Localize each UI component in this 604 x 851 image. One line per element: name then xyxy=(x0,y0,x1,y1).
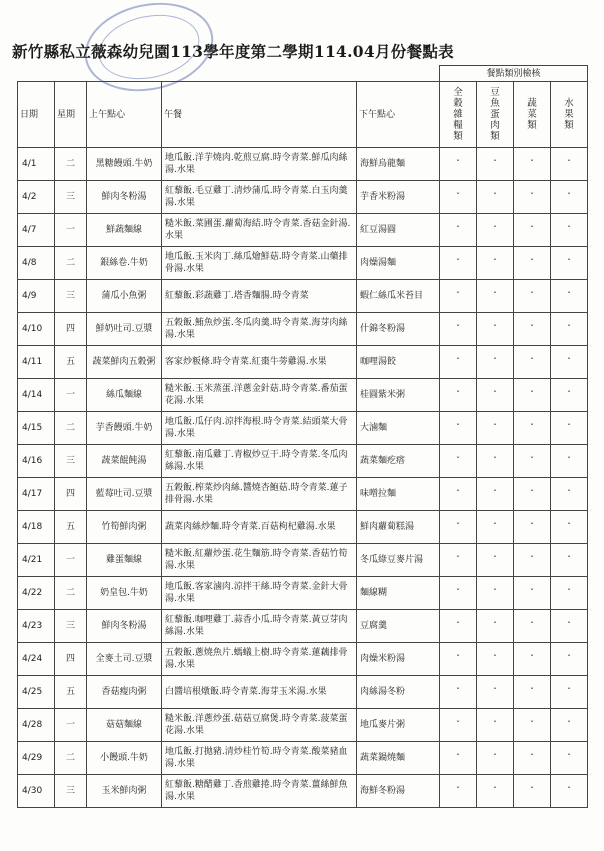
grain-check-cell: ˇ xyxy=(440,709,477,742)
protein-check-cell: ˇ xyxy=(477,676,514,709)
weekday-cell: 三 xyxy=(55,445,87,478)
grain-check-cell: ˇ xyxy=(440,148,477,181)
grain-check-cell: ˇ xyxy=(440,412,477,445)
date-cell: 4/23 xyxy=(18,610,55,643)
grain-check-cell: ˇ xyxy=(440,544,477,577)
table-row xyxy=(18,742,588,775)
table-row xyxy=(18,280,588,313)
lunch-cell: 五穀飯.榨菜炒肉絲.醬燒杏鮑菇.時令青菜.蓮子排骨湯.水果 xyxy=(162,478,357,511)
grain-check-cell: ˇ xyxy=(440,511,477,544)
fruit-check-cell: ˇ xyxy=(551,775,588,808)
fruit-header: 水果類 xyxy=(564,97,574,131)
vegetable-check-cell: ˇ xyxy=(514,148,551,181)
afternoon-snack-cell: 桂圓紫米粥 xyxy=(357,379,440,412)
lunch-cell: 糙米飯.洋蔥炒蛋.菇菇豆腐煲.時令青菜.菠菜蛋花湯.水果 xyxy=(162,709,357,742)
morning-snack-cell: 全麥土司.豆漿 xyxy=(87,643,162,676)
weekday-cell: 二 xyxy=(55,247,87,280)
protein-check-cell: ˇ xyxy=(477,511,514,544)
table-row xyxy=(18,676,588,709)
table-row xyxy=(18,379,588,412)
table-row xyxy=(18,313,588,346)
afternoon-snack-cell: 鮮肉蘿蔔糕湯 xyxy=(357,511,440,544)
fruit-check-cell: ˇ xyxy=(551,511,588,544)
date-cell: 4/22 xyxy=(18,577,55,610)
afternoon-snack-cell: 蔬菜鍋燒麵 xyxy=(357,742,440,775)
afternoon-snack-cell: 蝦仁絲瓜米苔目 xyxy=(357,280,440,313)
table-row xyxy=(18,511,588,544)
lunch-cell: 地瓜飯.玉米肉丁.絲瓜燴鮮菇.時令青菜.山藥排骨湯.水果 xyxy=(162,247,357,280)
fruit-check-cell: ˇ xyxy=(551,709,588,742)
grain-check-cell: ˇ xyxy=(440,181,477,214)
lunch-cell: 地瓜飯.客家滷肉.涼拌干絲.時令青菜.金針大骨湯.水果 xyxy=(162,577,357,610)
weekday-cell: 二 xyxy=(55,577,87,610)
afternoon-snack-cell: 地瓜麥片粥 xyxy=(357,709,440,742)
weekday-cell: 二 xyxy=(55,412,87,445)
fruit-check-cell: ˇ xyxy=(551,544,588,577)
vegetable-check-cell: ˇ xyxy=(514,709,551,742)
date-cell: 4/25 xyxy=(18,676,55,709)
grain-check-cell: ˇ xyxy=(440,742,477,775)
date-cell: 4/29 xyxy=(18,742,55,775)
lunch-cell: 紅藜飯.咖哩雞丁.蒜香小瓜.時令青菜.黃豆芽肉絲湯.水果 xyxy=(162,610,357,643)
lunch-cell: 紅藜飯.糖醋雞丁.香煎雞捲.時令青菜.薑絲鮮魚湯.水果 xyxy=(162,775,357,808)
fruit-check-cell: ˇ xyxy=(551,577,588,610)
table-row xyxy=(18,478,588,511)
protein-check-cell: ˇ xyxy=(477,379,514,412)
vegetable-check-cell: ˇ xyxy=(514,181,551,214)
protein-check-cell: ˇ xyxy=(477,148,514,181)
lunch-cell: 五穀飯.鮪魚炒蛋.冬瓜肉羹.時令青菜.海芽肉絲湯.水果 xyxy=(162,313,357,346)
lunch-cell: 地瓜飯.洋芋燒肉.乾煎豆腐.時令青菜.鮮瓜肉絲湯.水果 xyxy=(162,148,357,181)
protein-check-cell: ˇ xyxy=(477,577,514,610)
morning-snack-cell: 香菇瘦肉粥 xyxy=(87,676,162,709)
date-cell: 4/1 xyxy=(18,148,55,181)
afternoon-snack-cell: 冬瓜綠豆麥片湯 xyxy=(357,544,440,577)
lunch-cell: 紅藜飯.南瓜雞丁.青椒炒豆干.時令青菜.冬瓜肉絲湯.水果 xyxy=(162,445,357,478)
vegetable-check-cell: ˇ xyxy=(514,775,551,808)
lunch-cell: 地瓜飯.瓜仔肉.涼拌海根.時令青菜.結頭菜大骨湯.水果 xyxy=(162,412,357,445)
date-cell: 4/2 xyxy=(18,181,55,214)
vegetable-header: 蔬菜類 xyxy=(527,97,537,131)
vegetable-check-cell: ˇ xyxy=(514,313,551,346)
weekday-cell: 四 xyxy=(55,313,87,346)
protein-check-cell: ˇ xyxy=(477,445,514,478)
vegetable-check-cell: ˇ xyxy=(514,214,551,247)
grain-check-cell: ˇ xyxy=(440,313,477,346)
date-cell: 4/14 xyxy=(18,379,55,412)
vegetable-check-cell: ˇ xyxy=(514,247,551,280)
table-row xyxy=(18,445,588,478)
morning-snack-cell: 黑糖饅頭.牛奶 xyxy=(87,148,162,181)
meal-table xyxy=(17,65,588,808)
morning-snack-header: 上午點心 xyxy=(87,82,162,148)
vegetable-check-cell: ˇ xyxy=(514,742,551,775)
lunch-cell: 地瓜飯.打拋豬.清炒桂竹筍.時令青菜.酸菜豬血湯.水果 xyxy=(162,742,357,775)
weekday-cell: 二 xyxy=(55,148,87,181)
fruit-check-cell: ˇ xyxy=(551,379,588,412)
lunch-cell: 客家炒粄條.時令青菜.紅棗牛蒡雞湯.水果 xyxy=(162,346,357,379)
afternoon-snack-cell: 麵線糊 xyxy=(357,577,440,610)
morning-snack-cell: 雞蛋麵線 xyxy=(87,544,162,577)
vegetable-check-cell: ˇ xyxy=(514,346,551,379)
afternoon-snack-cell: 蔬菜麵疙瘩 xyxy=(357,445,440,478)
morning-snack-cell: 絲瓜麵線 xyxy=(87,379,162,412)
grain-header: 全穀雜糧類 xyxy=(453,86,463,142)
vegetable-check-cell: ˇ xyxy=(514,577,551,610)
protein-check-cell: ˇ xyxy=(477,247,514,280)
table-row xyxy=(18,148,588,181)
lunch-header: 午餐 xyxy=(162,82,357,148)
fruit-check-cell: ˇ xyxy=(551,214,588,247)
fruit-check-cell: ˇ xyxy=(551,346,588,379)
table-row xyxy=(18,709,588,742)
protein-check-cell: ˇ xyxy=(477,313,514,346)
vegetable-check-cell: ˇ xyxy=(514,544,551,577)
protein-check-cell: ˇ xyxy=(477,412,514,445)
date-cell: 4/21 xyxy=(18,544,55,577)
morning-snack-cell: 蔬菜鮮肉五穀粥 xyxy=(87,346,162,379)
protein-check-cell: ˇ xyxy=(477,181,514,214)
afternoon-snack-cell: 紅豆湯圓 xyxy=(357,214,440,247)
afternoon-snack-cell: 肉絲湯冬粉 xyxy=(357,676,440,709)
morning-snack-cell: 芋香饅頭.牛奶 xyxy=(87,412,162,445)
date-cell: 4/8 xyxy=(18,247,55,280)
weekday-header: 星期 xyxy=(55,82,87,148)
grain-check-cell: ˇ xyxy=(440,445,477,478)
protein-check-cell: ˇ xyxy=(477,709,514,742)
vegetable-check-cell: ˇ xyxy=(514,412,551,445)
weekday-cell: 四 xyxy=(55,643,87,676)
weekday-cell: 三 xyxy=(55,181,87,214)
vegetable-check-cell: ˇ xyxy=(514,643,551,676)
date-cell: 4/10 xyxy=(18,313,55,346)
table-row xyxy=(18,610,588,643)
morning-snack-cell: 奶皇包.牛奶 xyxy=(87,577,162,610)
morning-snack-cell: 小饅頭.牛奶 xyxy=(87,742,162,775)
morning-snack-cell: 鮮肉冬粉湯 xyxy=(87,610,162,643)
morning-snack-cell: 蒲瓜小魚粥 xyxy=(87,280,162,313)
afternoon-snack-cell: 大滷麵 xyxy=(357,412,440,445)
category-check-header: 餐點類別檢核 xyxy=(440,66,588,82)
protein-header: 豆魚蛋肉類 xyxy=(490,86,500,142)
protein-check-cell: ˇ xyxy=(477,742,514,775)
fruit-check-cell: ˇ xyxy=(551,280,588,313)
lunch-cell: 糙米飯.玉米蒸蛋.洋蔥金針菇.時令青菜.番茄蛋花湯.水果 xyxy=(162,379,357,412)
fruit-check-cell: ˇ xyxy=(551,445,588,478)
date-cell: 4/16 xyxy=(18,445,55,478)
weekday-cell: 四 xyxy=(55,478,87,511)
afternoon-snack-cell: 豆腐羹 xyxy=(357,610,440,643)
table-row xyxy=(18,412,588,445)
afternoon-snack-cell: 芋香米粉湯 xyxy=(357,181,440,214)
protein-check-cell: ˇ xyxy=(477,346,514,379)
fruit-check-cell: ˇ xyxy=(551,676,588,709)
morning-snack-cell: 菇菇麵線 xyxy=(87,709,162,742)
grain-check-cell: ˇ xyxy=(440,577,477,610)
afternoon-snack-cell: 肉燥湯麵 xyxy=(357,247,440,280)
date-cell: 4/11 xyxy=(18,346,55,379)
vegetable-check-cell: ˇ xyxy=(514,610,551,643)
weekday-cell: 一 xyxy=(55,544,87,577)
lunch-cell: 紅藜飯.毛豆雞丁.清炒蒲瓜.時令青菜.白玉肉羹湯.水果 xyxy=(162,181,357,214)
morning-snack-cell: 鮮肉冬粉湯 xyxy=(87,181,162,214)
weekday-cell: 一 xyxy=(55,709,87,742)
table-row xyxy=(18,181,588,214)
weekday-cell: 三 xyxy=(55,775,87,808)
grain-check-cell: ˇ xyxy=(440,346,477,379)
table-row xyxy=(18,544,588,577)
lunch-cell: 糙米飯.菜圃蛋.蘿蔔海結.時令青菜.香菇金針湯.水果 xyxy=(162,214,357,247)
fruit-check-cell: ˇ xyxy=(551,148,588,181)
fruit-check-cell: ˇ xyxy=(551,181,588,214)
grain-check-cell: ˇ xyxy=(440,610,477,643)
table-row xyxy=(18,247,588,280)
afternoon-snack-header: 下午點心 xyxy=(357,82,440,148)
morning-snack-cell: 藍莓吐司.豆漿 xyxy=(87,478,162,511)
date-cell: 4/18 xyxy=(18,511,55,544)
afternoon-snack-cell: 肉燥米粉湯 xyxy=(357,643,440,676)
table-row xyxy=(18,346,588,379)
vegetable-check-cell: ˇ xyxy=(514,478,551,511)
weekday-cell: 一 xyxy=(55,379,87,412)
protein-check-cell: ˇ xyxy=(477,280,514,313)
lunch-cell: 蔬菜肉絲炒麵.時令青菜.百菇枸杞雞湯.水果 xyxy=(162,511,357,544)
morning-snack-cell: 鮮奶吐司.豆漿 xyxy=(87,313,162,346)
weekday-cell: 三 xyxy=(55,280,87,313)
weekday-cell: 五 xyxy=(55,511,87,544)
weekday-cell: 二 xyxy=(55,742,87,775)
date-cell: 4/17 xyxy=(18,478,55,511)
fruit-check-cell: ˇ xyxy=(551,412,588,445)
date-cell: 4/24 xyxy=(18,643,55,676)
date-cell: 4/30 xyxy=(18,775,55,808)
grain-check-cell: ˇ xyxy=(440,643,477,676)
vegetable-check-cell: ˇ xyxy=(514,676,551,709)
vegetable-check-cell: ˇ xyxy=(514,280,551,313)
vegetable-check-cell: ˇ xyxy=(514,379,551,412)
date-cell: 4/28 xyxy=(18,709,55,742)
lunch-cell: 白醬培根燉飯.時令青菜.海芽玉米湯.水果 xyxy=(162,676,357,709)
table-row xyxy=(18,214,588,247)
grain-check-cell: ˇ xyxy=(440,478,477,511)
date-cell: 4/15 xyxy=(18,412,55,445)
lunch-cell: 糙米飯.紅蘿炒蛋.花生麵筋.時令青菜.香菇竹筍湯.水果 xyxy=(162,544,357,577)
morning-snack-cell: 銀絲卷.牛奶 xyxy=(87,247,162,280)
grain-check-cell: ˇ xyxy=(440,280,477,313)
fruit-check-cell: ˇ xyxy=(551,478,588,511)
protein-check-cell: ˇ xyxy=(477,478,514,511)
protein-check-cell: ˇ xyxy=(477,643,514,676)
grain-check-cell: ˇ xyxy=(440,775,477,808)
morning-snack-cell: 鮮蔬麵線 xyxy=(87,214,162,247)
weekday-cell: 五 xyxy=(55,346,87,379)
afternoon-snack-cell: 海鮮烏龍麵 xyxy=(357,148,440,181)
grain-check-cell: ˇ xyxy=(440,214,477,247)
table-row xyxy=(18,643,588,676)
afternoon-snack-cell: 海鮮冬粉湯 xyxy=(357,775,440,808)
fruit-check-cell: ˇ xyxy=(551,610,588,643)
vegetable-check-cell: ˇ xyxy=(514,511,551,544)
date-header: 日期 xyxy=(18,82,55,148)
afternoon-snack-cell: 味噌拉麵 xyxy=(357,478,440,511)
morning-snack-cell: 蔬菜餛飩湯 xyxy=(87,445,162,478)
grain-check-cell: ˇ xyxy=(440,676,477,709)
protein-check-cell: ˇ xyxy=(477,544,514,577)
lunch-cell: 五穀飯.蔥燒魚片.螞蟻上樹.時令青菜.蓮藕排骨湯.水果 xyxy=(162,643,357,676)
vegetable-check-cell: ˇ xyxy=(514,445,551,478)
protein-check-cell: ˇ xyxy=(477,775,514,808)
morning-snack-cell: 玉米鮮肉粥 xyxy=(87,775,162,808)
weekday-cell: 一 xyxy=(55,214,87,247)
fruit-check-cell: ˇ xyxy=(551,247,588,280)
protein-check-cell: ˇ xyxy=(477,610,514,643)
afternoon-snack-cell: 什錦冬粉湯 xyxy=(357,313,440,346)
weekday-cell: 三 xyxy=(55,610,87,643)
fruit-check-cell: ˇ xyxy=(551,742,588,775)
grain-check-cell: ˇ xyxy=(440,247,477,280)
grain-check-cell: ˇ xyxy=(440,379,477,412)
protein-check-cell: ˇ xyxy=(477,214,514,247)
lunch-cell: 紅藜飯.彩蔬雞丁.塔香麵腸.時令青菜 xyxy=(162,280,357,313)
table-row xyxy=(18,577,588,610)
fruit-check-cell: ˇ xyxy=(551,313,588,346)
page-title: 新竹縣私立薇森幼兒園113學年度第二學期114.04月份餐點表 xyxy=(12,42,454,61)
fruit-check-cell: ˇ xyxy=(551,643,588,676)
weekday-cell: 五 xyxy=(55,676,87,709)
table-row xyxy=(18,775,588,808)
morning-snack-cell: 竹筍鮮肉粥 xyxy=(87,511,162,544)
afternoon-snack-cell: 咖哩湯餃 xyxy=(357,346,440,379)
date-cell: 4/7 xyxy=(18,214,55,247)
date-cell: 4/9 xyxy=(18,280,55,313)
